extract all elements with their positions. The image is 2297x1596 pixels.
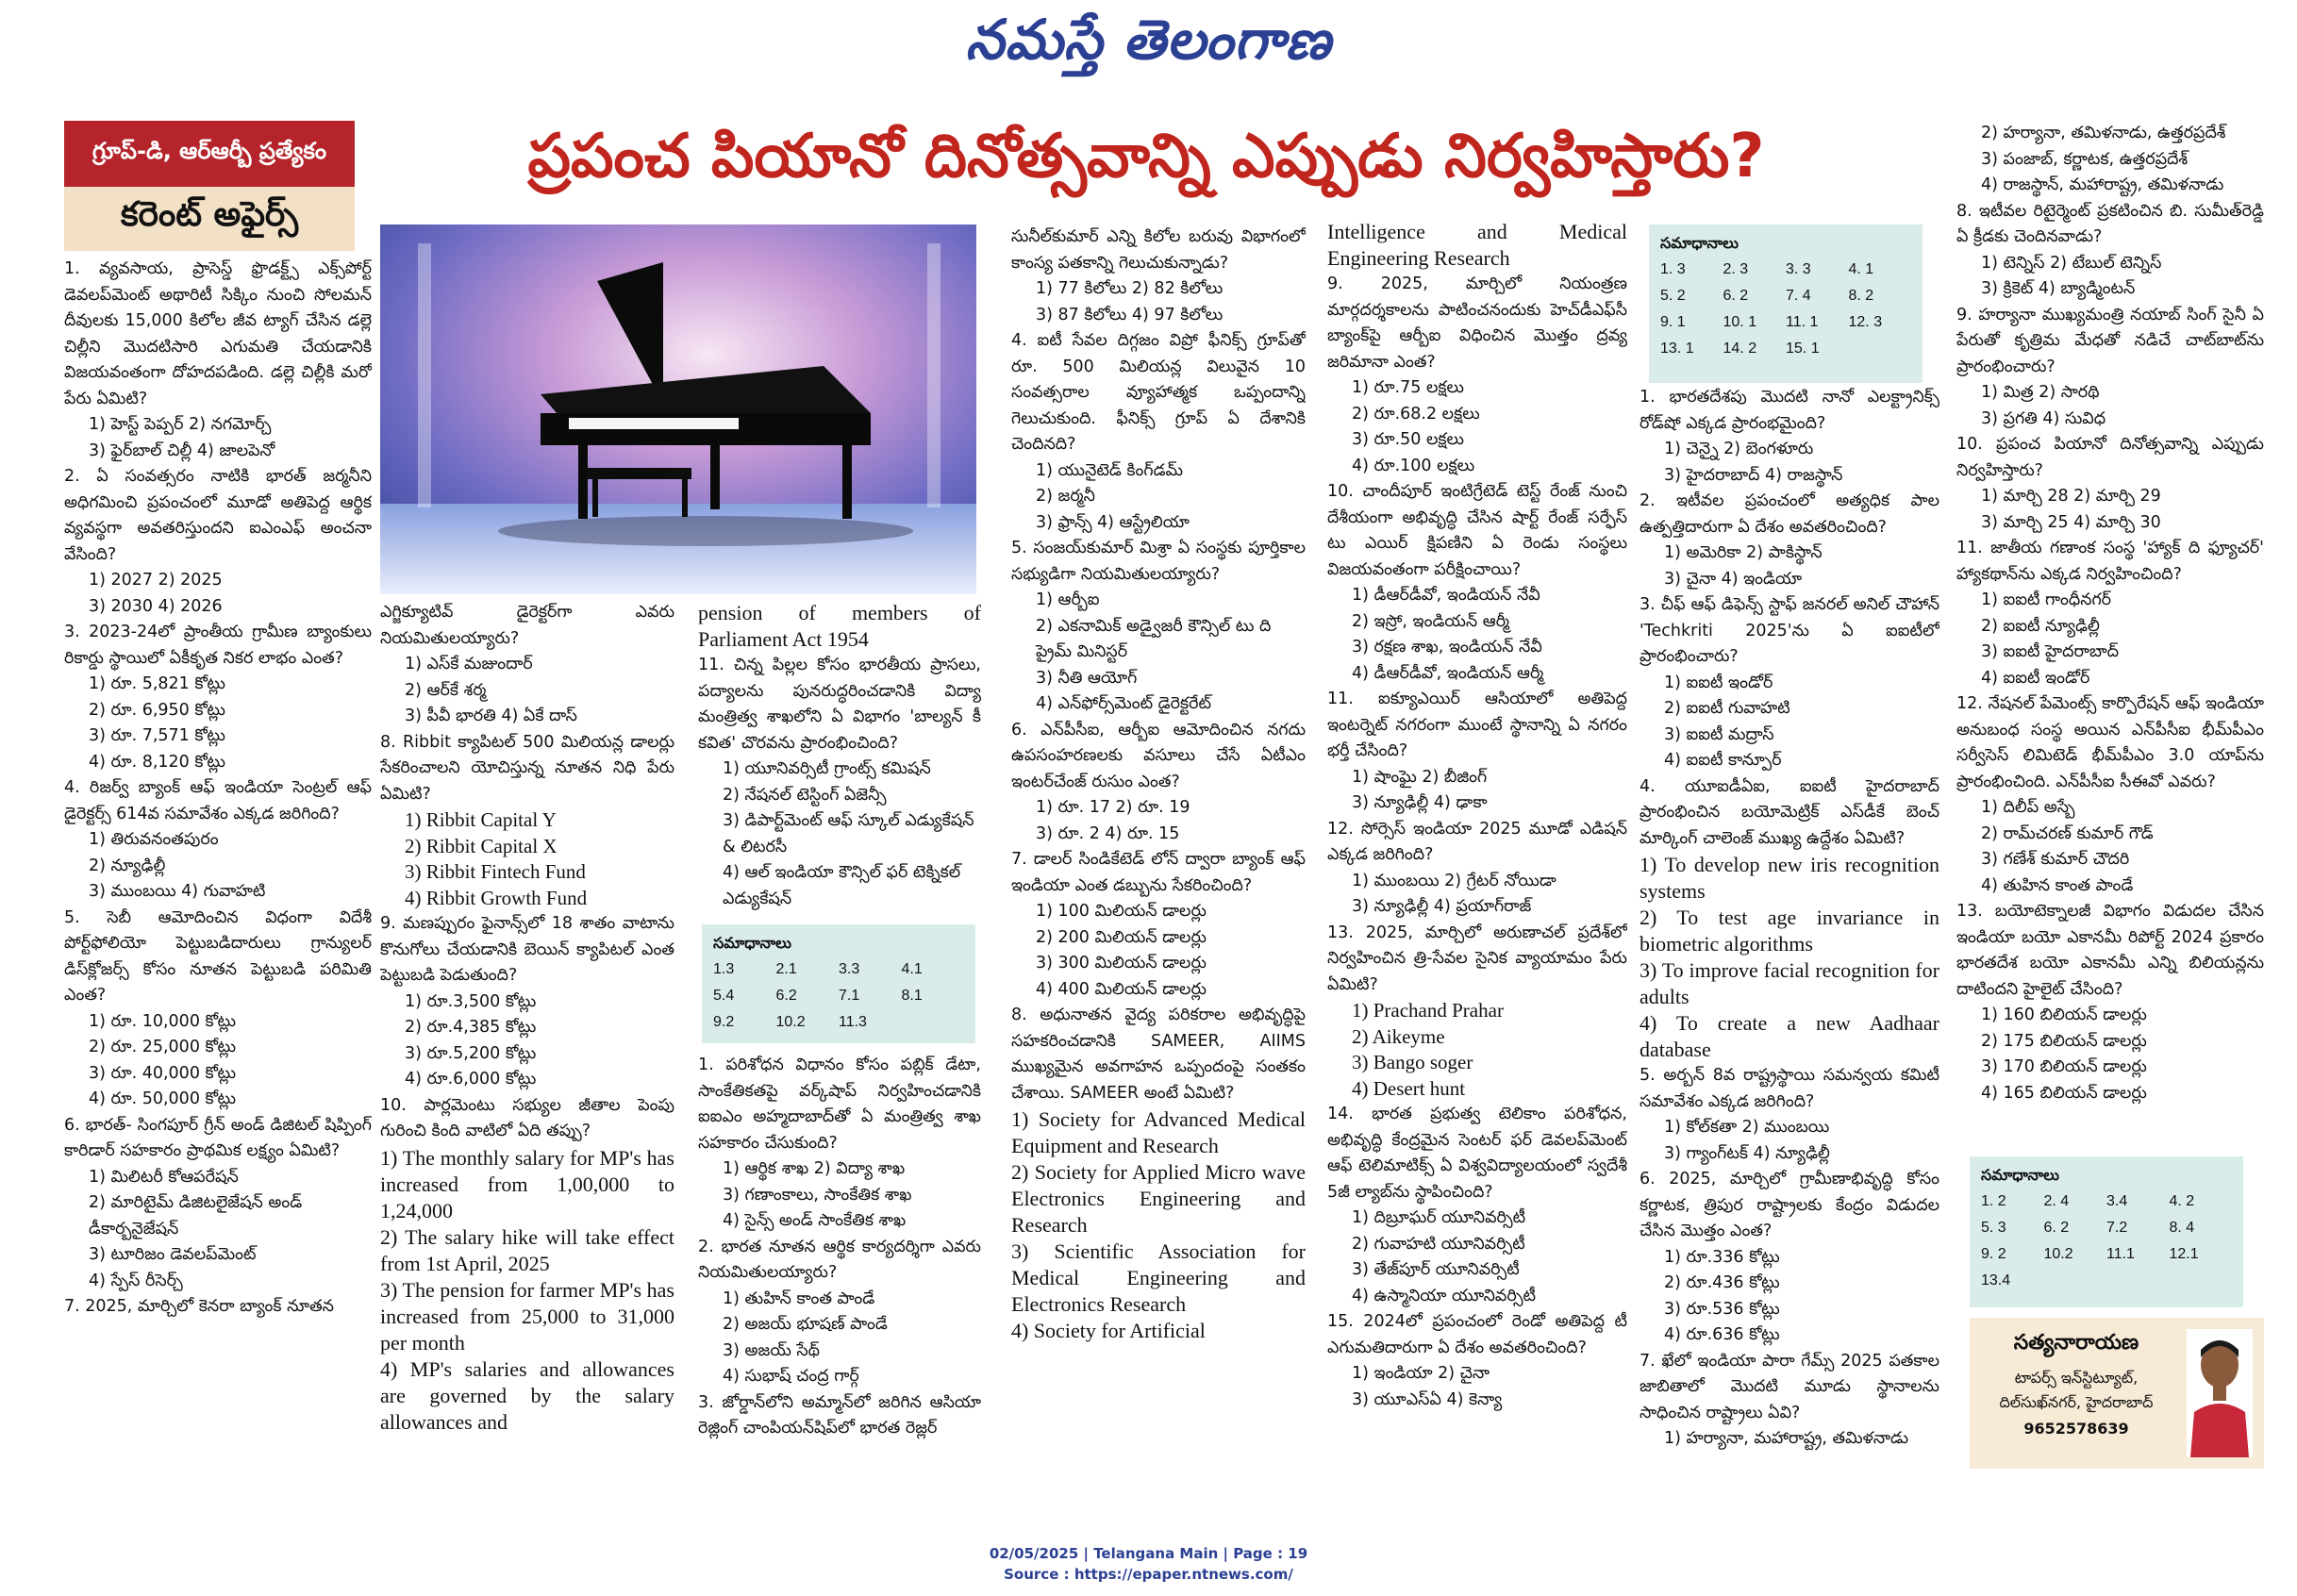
question-text: 11. చిన్న పిల్లల కోసం భారతీయ ప్రాసలు, పద్యాలను పునరుద్ధరించడానికి విద్యా మంత్రిత్వ శాఖలోని ఏ విభాగం 'బాల్యన్ కీ కవిత' చొరవను ప్రారంభించింది? xyxy=(698,656,981,753)
answer-key-item: 7.1 xyxy=(839,988,860,1004)
answer-key-item: 1.3 xyxy=(713,961,735,977)
answer-key-item: 9. 1 xyxy=(1660,314,1686,330)
answer-box-title: సమాధానాలు xyxy=(1660,234,1739,252)
answer-option: 4) ఉస్మానియా యూనివర్సిటీ xyxy=(1352,1286,1536,1305)
question-text: 6. ఎన్‌పీసీఐ, ఆర్బీఐ ఆమోదించిన నగదు ఉపసంహరణలకు వసూలు చేసే ఏటీఎం ఇంటర్‌చేంజ్ రుసుం ఎంత? xyxy=(1011,720,1306,791)
answer-option: 3) రూ. 7,571 కోట్లు xyxy=(89,726,225,745)
answer-box-title: సమాధానాలు xyxy=(713,934,791,952)
answer-key-item: 9.2 xyxy=(713,1014,735,1030)
answer-option: 1) రూ.3,500 కోట్లు xyxy=(405,991,537,1011)
question-text: 7. 2025, మార్చిలో కెనరా బ్యాంక్ నూతన xyxy=(64,1297,334,1316)
answer-option: 2) Aikeyme xyxy=(1352,1024,1445,1048)
answer-option: 2) ఎకనామిక్ అడ్వైజరీ కౌన్సిల్ టు ది ప్రైమ్ మినిస్టర్ xyxy=(1036,616,1272,661)
answer-option: 3) Scientific Association for Medical Engineering and Electronics Research xyxy=(1011,1239,1306,1316)
question-text: 4. యూఐడీఏఐ, ఐఐటీ హైదరాబాద్ ప్రారంభించిన బయోమెట్రిక్ ఎస్‌డీకే బెంచ్ మార్కింగ్ చాలెంజ్ ముఖ్య ఉద్దేశం ఏమిటి? xyxy=(1640,776,1939,848)
question-text: 10. పార్లమెంటు సభ్యుల జీతాల పెంపు గురించి కింది వాటిలో ఏది తప్పు? xyxy=(380,1095,674,1140)
answer-option: 1) ఇండియా 2) చైనా xyxy=(1352,1364,1490,1383)
question-text: 10. చాందీపూర్ ఇంటిగ్రేటెడ్ టెస్ట్ రేంజ్ నుంచి దేశీయంగా అభివృద్ధి చేసిన షార్ట్ రేంజ్ సర్ఫేస్ టు ఎయిర్ క్షిపణిని ఏ రెండు సంస్థలు విజయవంతంగా పరీక్షించాయి? xyxy=(1327,482,1627,579)
answer-key-item: 10.2 xyxy=(775,1014,806,1030)
question-text: 10. ప్రపంచ పియానో దినోత్సవాన్ని ఎప్పుడు నిర్వహిస్తారు? xyxy=(1956,435,2264,480)
question-text: 12. సోర్సెస్ ఇండియా 2025 మూడో ఎడిషన్ ఎక్కడ జరిగింది? xyxy=(1327,819,1627,864)
answer-option: 4) ఐఐటీ కాన్పూర్ xyxy=(1664,751,1782,770)
answer-option: 4) MP's salaries and allowances are governed by the salary allowances and xyxy=(380,1356,674,1434)
answer-key-item: 13. 1 xyxy=(1660,341,1694,357)
answer-option: 3) రూ.50 లక్షలు xyxy=(1352,430,1464,449)
question-text: 3. 2023-24లో ప్రాంతీయ గ్రామీణ బ్యాంకులు రికార్డు స్థాయిలో ఏకీకృత నికర లాభం ఎంత? xyxy=(64,623,372,668)
answer-option: 2) రూ. 25,000 కోట్లు xyxy=(89,1038,237,1056)
answer-key-item: 4. 2 xyxy=(2169,1193,2195,1209)
answer-option: 3) పంజాబ్, కర్ణాటక, ఉత్తరప్రదేశ్ xyxy=(1981,149,2189,169)
answer-option: 4) తుహిన కాంత పాండే xyxy=(1981,875,2134,895)
answer-key-item: 12. 3 xyxy=(1848,314,1883,330)
question-text: 7. ఖేలో ఇండియా పారా గేమ్స్ 2025 పతకాల జాబితాలో మొదటి మూడు స్థానాలను సాధించిన రాష్ట్రాలు ఏవి? xyxy=(1640,1351,1939,1422)
question-text: 1. భారతదేశపు మొదటి నానో ఎలక్ట్రానిక్స్ రోడ్‌షో ఎక్కడ ప్రారంభమైంది? xyxy=(1640,388,1939,433)
answer-option: 2) ఐఐటీ న్యూఢిల్లీ xyxy=(1981,616,2100,636)
answer-option: 4) To create a new Aadhaar database xyxy=(1640,1011,1939,1061)
question-text: 14. భారత ప్రభుత్వ టెలికాం పరిశోధన, అభివృద్ధి కేంద్రమైన సెంటర్ ఫర్ డెవలప్‌మెంట్ ఆఫ్ టెలిమాటిక్స్ ఏ విశ్వవిద్యాలయంలో స్వదేశీ 5జీ ల్యాబ్‌ను స్థాపించింది? xyxy=(1327,1105,1627,1202)
answer-key-item: 6. 2 xyxy=(2043,1220,2070,1236)
answer-option: 2) నేషనల్ టెస్టింగ్ ఏజెన్సీ xyxy=(723,785,887,805)
question-text: 8. Ribbit క్యాపిటల్ 500 మిలియన్ల డాలర్లు సేకరించాలని యోచిస్తున్న నూతన నిధి పేరు ఏమిటి? xyxy=(380,732,674,804)
answer-option: 4) రూ. 8,120 కోట్లు xyxy=(89,752,225,772)
answer-option: 4) రాజస్థాన్, మహారాష్ట్ర, తమిళనాడు xyxy=(1981,175,2224,194)
answer-option: 3) 2030 4) 2026 xyxy=(89,596,223,616)
answer-option: 3) రూ. 40,000 కోట్లు xyxy=(89,1063,237,1083)
column-4 xyxy=(1011,224,1306,1451)
question-text: 4. ఐటీ సేవల దిగ్గజం విప్రో ఫీనిక్స్ గ్రూప్‌తో రూ. 500 మిలియన్ల విలువైన 10 సంవత్సరాల వ్యూహాత్మక ఒప్పందాన్ని గెలుచుకుంది. ఫీనిక్స్ గ్రూప్ ఏ దేశానికి చెందినది? xyxy=(1011,331,1306,454)
answer-key-item: 4. 1 xyxy=(1848,261,1874,277)
section-tag: గ్రూప్-డి, ఆర్ఆర్బీ ప్రత్యేకం xyxy=(64,121,355,187)
answer-option: 1) To develop new iris recognition systems xyxy=(1640,853,1939,903)
answer-option: 3) చైనా 4) ఇండియా xyxy=(1664,569,1803,589)
answer-key-item: 13.4 xyxy=(1981,1272,2011,1288)
answer-option: 1) దిలీప్ అస్బే xyxy=(1981,798,2075,817)
question-text: 13. బయోటెక్నాలజీ విభాగం విడుదల చేసిన ఇండియా బయో ఎకానమీ రిపోర్ట్ 2024 ప్రకారం భారతదేశ బయో ఎకానమీ ఎన్ని బిలియన్లను దాటిందని హైలైట్ చేసింది? xyxy=(1956,902,2264,999)
answer-key-item: 8. 4 xyxy=(2169,1220,2195,1236)
answer-option: 1) 100 మిలియన్ డాలర్లు xyxy=(1036,902,1207,921)
question-text: 8. ఇటీవల రిటైర్మెంట్ ప్రకటించిన బి. సుమీత్‌రెడ్డి ఏ క్రీడకు చెందినవాడు? xyxy=(1956,201,2264,246)
masthead-logo: నమస్తే తెలంగాణ xyxy=(965,8,1332,72)
answer-option: 1) డీఆర్‌డీవో, ఇండియన్ నేవీ xyxy=(1352,586,1540,605)
answer-option: 1) ఎస్‌కే మజుందార్ xyxy=(405,655,533,673)
answer-key-item: 14. 2 xyxy=(1723,341,1757,357)
answer-option: 2) మారిటైమ్ డిజిటలైజేషన్ అండ్ డీకార్బనైజేషన్ xyxy=(89,1193,303,1239)
answer-key-item: 3.3 xyxy=(839,961,860,977)
answer-option: 3) నీతి ఆయోగ్ xyxy=(1036,668,1138,688)
answer-option: 1) రూ. 5,821 కోట్లు xyxy=(89,674,225,693)
answer-option: 2) ఇస్రో, ఇండియన్ ఆర్మీ xyxy=(1352,611,1509,631)
answer-option: 4) ఆల్ ఇండియా కౌన్సిల్ ఫర్ టెక్నికల్ ఎడ్యుకేషన్ xyxy=(723,863,961,908)
answer-option: 1) మిత్ర 2) సారథి xyxy=(1981,383,2100,402)
answer-option: 3) రూ.536 కోట్లు xyxy=(1664,1299,1780,1319)
answer-key-item: 11. 1 xyxy=(1786,314,1819,330)
answer-key-item: 8.1 xyxy=(901,988,923,1004)
question-text: సునీల్‌కుమార్ ఎన్ని కిలోల బరువు విభాగంలో కాంస్య పతకాన్ని గెలుచుకున్నాడు? xyxy=(1011,227,1306,273)
answer-option: 4) రూ.636 కోట్లు xyxy=(1664,1325,1780,1344)
question-text: 2. ఇటీవల ప్రపంచంలో అత్యధిక పాల ఉత్పత్తిదారుగా ఏ దేశం అవతరించింది? xyxy=(1640,491,1939,537)
answer-option: 1) The monthly salary for MP's has increased from 1,00,000 to 1,24,000 xyxy=(380,1145,674,1222)
answer-option: Intelligence and Medical Engineering Research xyxy=(1327,220,1627,270)
column-3 xyxy=(698,600,981,917)
question-text: 1. వ్యవసాయ, ప్రాసెస్డ్ ఫ్రొడక్ట్స్ ఎక్స్‌పోర్ట్ డెవలప్‌మెంట్ అథారిటీ సిక్కిం నుంచి సోలమన్ దీవులకు 15,000 కిలోల జీవ ట్యాగ్ చేసిన డల్లె చిల్లీని మొదటిసారి ఎగుమతి చేయడానికి విజయవంతంగా దోహదపడింది. డల్లె చిల్లీకి మరో పేరు ఏమిటి? xyxy=(64,259,372,408)
answer-option: 3) టూరిజం డెవలప్‌మెంట్ xyxy=(89,1245,257,1264)
answer-option: 4) Desert hunt xyxy=(1352,1076,1466,1100)
answer-option: 2) Ribbit Capital X xyxy=(405,834,558,857)
answer-option: 2) న్యూఢిల్లీ xyxy=(89,856,166,875)
answer-option: 2) ఆర్‌కే శర్మ xyxy=(405,680,487,700)
answer-option: 1) ముంబయి 2) గ్రేటర్ నోయిడా xyxy=(1352,871,1556,890)
answer-grid xyxy=(1660,261,1911,357)
question-text: 3. జోర్డాన్‌లోని అమ్మాన్‌లో జరిగిన ఆసియా రెజ్లింగ్ చాంపియన్‌షిప్‌లో భారత రెజ్లర్ xyxy=(698,1392,981,1438)
answer-option: 1) హర్యానా, మహారాష్ట్ర, తమిళనాడు xyxy=(1664,1429,1909,1448)
answer-key-item: 10.2 xyxy=(2043,1246,2073,1262)
answer-option: 3) ఐఐటీ హైదరాబాద్ xyxy=(1981,642,2119,661)
answer-option: 3) మార్చి 25 4) మార్చి 30 xyxy=(1981,512,2161,532)
answer-option: 4) డీఆర్‌డీవో, ఇండియన్ ఆర్మీ xyxy=(1352,663,1544,683)
answer-option: 4) 400 మిలియన్ డాలర్లు xyxy=(1036,979,1207,999)
answer-key-item: 2. 3 xyxy=(1723,261,1749,277)
answer-option: 1) 77 కిలోలు 2) 82 కిలోలు xyxy=(1036,279,1223,298)
question-text: 2. ఏ సంవత్సరం నాటికి భారత్ జర్మనీని అధిగమించి ప్రపంచంలో మూడో అతిపెద్ద ఆర్థిక వ్యవస్థగా అవతరిస్తుందని ఐఎంఎఫ్ అంచనా వేసింది? xyxy=(64,467,372,564)
answer-key-item: 5. 3 xyxy=(1981,1220,2006,1236)
answer-option: 1) ఐఐటీ గాంధీనగర్ xyxy=(1981,590,2112,609)
question-text: 11. జాతీయ గణాంక సంస్థ 'హ్యాక్ ది ఫ్యూచర్' హ్యాకథాన్‌ను ఎక్కడ నిర్వహించింది? xyxy=(1956,539,2264,584)
column-7 xyxy=(1956,121,2264,1155)
question-text: 3. చీఫ్ ఆఫ్ డిఫెన్స్ స్టాఫ్ జనరల్ అనిల్ చౌహాన్ 'Techkriti 2025'ను ఏ ఐఐటీలో ప్రారంభించారు? xyxy=(1640,595,1939,666)
answer-option: 1) మిలిటరీ కోఆపరేషన్ xyxy=(89,1167,239,1187)
answer-key-item: 1. 2 xyxy=(1981,1193,2006,1209)
answer-option: 3) ఫైర్‌బాల్ చిల్లీ 4) జాలపెనో xyxy=(89,441,275,460)
answer-option: 3) 87 కిలోలు 4) 97 కిలోలు xyxy=(1036,305,1223,324)
answer-option: 3) గ్యాంగ్‌టక్ 4) న్యూఢిల్లీ xyxy=(1664,1143,1830,1163)
answer-option: 3) ఐఐటీ మద్రాస్ xyxy=(1664,724,1774,744)
question-text: 5. అర్బన్ 8వ రాష్ట్రస్థాయి సమన్వయ కమిటీ సమావేశం ఎక్కడ జరిగింది? xyxy=(1640,1066,1939,1111)
page-footer xyxy=(0,1545,2297,1587)
answer-option: 2) ఐఐటీ గువాహటి xyxy=(1664,699,1790,718)
answer-box-1 xyxy=(702,924,975,1043)
answer-option: 2) 200 మిలియన్ డాలర్లు xyxy=(1036,927,1207,947)
answer-key-item: 2.1 xyxy=(775,961,797,977)
author-phone: 9652578639 xyxy=(2023,1420,2129,1438)
answer-option: 3) To improve facial recognition for adults xyxy=(1640,958,1939,1008)
question-text: 2. భారత నూతన ఆర్థిక కార్యదర్శిగా ఎవరు నియమితులయ్యారు? xyxy=(698,1237,981,1282)
answer-grid xyxy=(1981,1193,2232,1289)
answer-option: 1) కోల్‌కతా 2) ముంబయి xyxy=(1664,1118,1830,1137)
answer-option: 3) ముంబయి 4) గువాహటి xyxy=(89,882,266,901)
answer-option: 3) గణాంకాలు, సాంకేతిక శాఖ xyxy=(723,1185,912,1205)
answer-grid xyxy=(713,961,964,1031)
answer-key-item: 11.1 xyxy=(2106,1246,2135,1262)
answer-option: 2) అజయ్ భూషణ్ పాండే xyxy=(723,1315,888,1334)
answer-key-item: 6. 2 xyxy=(1723,288,1749,304)
answer-key-item: 3. 3 xyxy=(1786,261,1811,277)
answer-option: 2) జర్మనీ xyxy=(1036,487,1095,506)
author-location: దిల్‌సుఖ్‌నగర్, హైదరాబాద్ xyxy=(1999,1393,2154,1411)
answer-option: 1) షాంఘై 2) బీజింగ్ xyxy=(1352,767,1488,787)
answer-option: 3) డిపార్ట్‌మెంట్ ఆఫ్ స్కూల్ ఎడ్యుకేషన్ & లిటరసీ xyxy=(723,811,974,856)
answer-box-3 xyxy=(1970,1156,2243,1307)
answer-option: 4) ఎన్‌ఫోర్స్‌మెంట్ డైరెక్టరేట్ xyxy=(1036,694,1212,713)
answer-option: 3) గణేశ్ కుమార్ చౌదరి xyxy=(1981,850,2130,869)
answer-key-item: 12.1 xyxy=(2169,1246,2199,1262)
answer-option: 3) తేజ్‌పూర్ యూనివర్సిటీ xyxy=(1352,1260,1520,1279)
answer-option: 3) Ribbit Fintech Fund xyxy=(405,860,586,883)
question-text: 4. రిజర్వ్ బ్యాంక్ ఆఫ్ ఇండియా సెంట్రల్ ఆఫ్ డైరెక్టర్స్ 614వ సమావేశం ఎక్కడ జరిగింది? xyxy=(64,778,372,823)
answer-option: 4) Ribbit Growth Fund xyxy=(405,886,588,909)
answer-option: 1) Society for Advanced Medical Equipment and Research xyxy=(1011,1107,1306,1157)
answer-option: 3) 300 మిలియన్ డాలర్లు xyxy=(1036,954,1207,973)
answer-option: 1) రూ.75 లక్షలు xyxy=(1352,378,1464,397)
answer-option: 1) రూ.336 కోట్లు xyxy=(1664,1247,1780,1267)
answer-option: 1) ఐఐటీ ఇండోర్ xyxy=(1664,673,1773,692)
answer-key-item: 5.4 xyxy=(713,988,735,1004)
answer-option: 1) ఆర్థిక శాఖ 2) విద్యా శాఖ xyxy=(723,1159,906,1178)
answer-option: 1) యునైటెడ్ కింగ్‌డమ్ xyxy=(1036,460,1184,480)
answer-option: 2) రూ. 6,950 కోట్లు xyxy=(89,700,225,720)
answer-key-item: 15. 1 xyxy=(1786,341,1820,357)
answer-key-item: 4.1 xyxy=(901,961,923,977)
question-text: 6. భారత్- సింగపూర్ గ్రీన్ అండ్ డిజిటల్ షిప్పింగ్ కారిడార్ సహకారం ప్రాథమిక లక్ష్యం ఏమిటి? xyxy=(64,1115,372,1160)
column-5 xyxy=(1327,219,1627,1455)
question-text: 5. సెబీ ఆమోదించిన విధంగా విదేశీ పోర్ట్‌ఫోలియో పెట్టుబడిదారులు గ్రాన్యులర్ డిస్‌క్లోజర్స్ కోసం నూతన పెట్టుబడి పరిమితి ఎంత? xyxy=(64,907,372,1005)
answer-option: 1) ఆర్బీఐ xyxy=(1036,590,1100,609)
answer-option: 4) సైన్స్ అండ్ సాంకేతిక శాఖ xyxy=(723,1211,907,1230)
answer-option: 1) రూ. 10,000 కోట్లు xyxy=(89,1011,237,1031)
answer-option: 2) The salary hike will take effect from 1st April, 2025 xyxy=(380,1224,674,1275)
question-text: 13. 2025, మార్చిలో అరుణాచల్ ప్రదేశ్‌లో నిర్వహించిన త్రి-సేవల సైనిక వ్యాయామం పేరు ఏమిటి? xyxy=(1327,923,1627,994)
answer-option: 2) రూ.436 కోట్లు xyxy=(1664,1273,1780,1292)
answer-key-item: 9. 2 xyxy=(1981,1246,2006,1262)
question-text: 12. నేషనల్ పేమెంట్స్ కార్పొరేషన్ ఆఫ్ ఇండియా అనుబంధ సంస్థ అయిన ఎన్‌పీసీఐ భీమ్‌పీఎం సర్వీసెస్ లిమిటెడ్ భీమ్‌పీఎం 3.0 యాప్‌ను ప్రారంభించింది. ఎన్‌పీసీఐ సీఈవో ఎవరు? xyxy=(1956,694,2264,791)
answer-option: 3) ఫ్రాన్స్ 4) ఆస్ట్రేలియా xyxy=(1036,512,1190,532)
question-text: 9. హర్యానా ముఖ్యమంత్రి నయాబ్ సింగ్ సైనీ ఏ పేరుతో కృత్రిమ మేధతో నడిచే చాట్‌బాట్‌ను ప్రారంభించారు? xyxy=(1956,305,2264,376)
author-box xyxy=(1970,1318,2264,1469)
answer-key-item: 7. 4 xyxy=(1786,288,1811,304)
answer-option: 4) రూ.100 లక్షలు xyxy=(1352,456,1475,475)
page-headline: ప్రపంచ పియానో దినోత్సవాన్ని ఎప్పుడు నిర్వహిస్తారు? xyxy=(527,121,1765,191)
column-1 xyxy=(64,257,372,1447)
answer-option: 2) హర్యానా, తమిళనాడు, ఉత్తరప్రదేశ్ xyxy=(1981,124,2226,142)
answer-option: 1) దిబ్రూఘర్ యూనివర్సిటీ xyxy=(1352,1208,1526,1227)
footer-edition-info: 02/05/2025 | Telangana Main | Page : 19 xyxy=(989,1545,1308,1562)
answer-option: 1) తిరువనంతపురం xyxy=(89,830,219,849)
answer-option: 4) స్పేస్ రీసెర్చ్ xyxy=(89,1271,183,1290)
piano-photo xyxy=(380,224,976,594)
answer-option: 1) Ribbit Capital Y xyxy=(405,808,557,831)
answer-key-item: 10. 1 xyxy=(1723,314,1757,330)
answer-option: 1) అమెరికా 2) పాకిస్థాన్ xyxy=(1664,543,1823,562)
answer-option: 4) Society for Artificial xyxy=(1011,1319,1206,1342)
answer-option: 2) 175 బిలియన్ డాలర్లు xyxy=(1981,1031,2147,1051)
answer-option: 3) యూఎస్ఏ 4) కెన్యా xyxy=(1352,1389,1503,1409)
answer-option: 2) To test age invariance in biometric algorithms xyxy=(1640,906,1939,956)
question-text: 1. పరిశోధన విధానం కోసం పబ్లిక్ డేటా, సాంకేతికతపై వర్క్‌షాప్ నిర్వహించడానికి ఐఐఎం అహ్మదాబాద్‌తో ఏ మంత్రిత్వ శాఖ సహకారం చేసుకుంది? xyxy=(698,1056,981,1153)
answer-option: 3) క్రికెట్ 4) బ్యాడ్మింటన్ xyxy=(1981,279,2136,298)
answer-option: 1) టెన్నిస్ 2) టేబుల్ టెన్నిస్ xyxy=(1981,253,2162,273)
answer-option: 2) గువాహటి యూనివర్సిటీ xyxy=(1352,1234,1525,1254)
answer-option: 1) హెస్ట్ పెప్పర్ 2) నగమోర్చ్ xyxy=(89,415,272,434)
column-6 xyxy=(1640,385,1939,1453)
answer-option: 3) న్యూఢిల్లీ 4) ఢాకా xyxy=(1352,793,1488,812)
answer-option: 4) 165 బిలియన్ డాలర్లు xyxy=(1981,1083,2147,1103)
answer-option: 1) 160 బిలియన్ డాలర్లు xyxy=(1981,1006,2147,1024)
answer-option: 2) Society for Applied Micro wave Electronics Engineering and Research xyxy=(1011,1160,1306,1237)
question-text: 7. డాలర్ సిండికేటెడ్ లోన్ ద్వారా బ్యాంక్ ఆఫ్ ఇండియా ఎంత డబ్బును సేకరించింది? xyxy=(1011,850,1306,895)
answer-option: 1) యూనివర్సిటీ గ్రాంట్స్ కమిషన్ xyxy=(723,759,931,778)
author-institute: టాపర్స్ ఇన్‌స్టిట్యూట్, xyxy=(2014,1369,2139,1387)
answer-option: 4) ఐఐటీ ఇండోర్ xyxy=(1981,668,2090,688)
answer-option: 3) న్యూఢిల్లీ 4) ప్రయాగ్‌రాజ్ xyxy=(1352,897,1532,916)
answer-key-item: 7.2 xyxy=(2106,1220,2128,1236)
answer-option: 4) సుభాష్ చంద్ర గార్గ్ xyxy=(723,1367,859,1386)
section-title: కరెంట్ అఫైర్స్ xyxy=(64,187,355,251)
answer-key-item: 8. 2 xyxy=(1848,288,1874,304)
answer-key-item: 11.3 xyxy=(839,1014,867,1030)
column-3-lower xyxy=(698,1053,981,1445)
answer-option: 1) చెన్నై 2) బెంగళూరు xyxy=(1664,440,1814,458)
answer-option: 3) The pension for farmer MP's has increased from 25,000 to 31,000 per month xyxy=(380,1277,674,1355)
answer-box-2 xyxy=(1649,224,1922,383)
answer-option: 4) రూ.6,000 కోట్లు xyxy=(405,1070,537,1089)
answer-key-item: 5. 2 xyxy=(1660,288,1686,304)
answer-box-title: సమాధానాలు xyxy=(1981,1166,2059,1184)
answer-option: 2) రూ.68.2 లక్షలు xyxy=(1352,404,1480,424)
answer-option: 3) రక్షణ శాఖ, ఇండియన్ నేవీ xyxy=(1352,638,1542,657)
answer-key-item: 3.4 xyxy=(2106,1193,2128,1209)
answer-option: 1) తుహిన్ కాంత పాండే xyxy=(723,1288,875,1308)
answer-option: 3) 170 బిలియన్ డాలర్లు xyxy=(1981,1057,2147,1076)
question-text: ఎగ్జిక్యూటివ్ డైరెక్టర్‌గా ఎవరు నియమితులయ్యారు? xyxy=(380,603,674,648)
answer-key-item: 2. 4 xyxy=(2043,1193,2070,1209)
answer-option: 2) రామ్‌చరణ్ కుమార్ గౌడ్ xyxy=(1981,823,2154,843)
answer-option: 2) రూ.4,385 కోట్లు xyxy=(405,1018,537,1037)
answer-option: 3) హైదరాబాద్ 4) రాజస్థాన్ xyxy=(1664,465,1843,485)
answer-option: 3) రూ. 2 4) రూ. 15 xyxy=(1036,823,1180,843)
answer-option: 4) రూ. 50,000 కోట్లు xyxy=(89,1089,237,1108)
answer-option: 3) పీవీ భారతి 4) ఏకే దాస్ xyxy=(405,707,577,725)
answer-option: 1) Prachand Prahar xyxy=(1352,999,1504,1022)
answer-key-item: 1. 3 xyxy=(1660,261,1686,277)
question-text: 11. ఐక్యూఎయిర్ ఆసియాలో అతిపెద్ద ఇంటర్నెట్ నగరంగా ముంటే స్థానాన్ని ఏ నగరం భర్తీ చేసింది? xyxy=(1327,690,1627,760)
answer-option: 1) 2027 2) 2025 xyxy=(89,571,223,590)
answer-option: 3) అజయ్ సేథ్ xyxy=(723,1340,821,1360)
answer-option: 1) రూ. 17 2) రూ. 19 xyxy=(1036,798,1190,817)
answer-option: 3) ప్రగతి 4) సువిధ xyxy=(1981,408,2106,428)
question-text: 9. మణప్పురం ఫైనాన్స్‌లో 18 శాతం వాటాను కొనుగోలు చేయడానికి బెయిన్ క్యాపిటల్ ఎంత పెట్టుబడి పెడుతుంది? xyxy=(380,914,674,985)
question-text: 9. 2025, మార్చిలో నియంత్రణ మార్గదర్శకాలను పాటించనందుకు హెచ్‌డీఎఫ్‌సీ బ్యాంక్‌పై ఆర్బీఐ విధించిన మొత్తం ద్రవ్య జరిమానా ఎంత? xyxy=(1327,274,1627,372)
answer-option: 3) రూ.5,200 కోట్లు xyxy=(405,1043,537,1063)
answer-option: 1) మార్చి 28 2) మార్చి 29 xyxy=(1981,487,2161,506)
question-text: 6. 2025, మార్చిలో గ్రామీణాభివృద్ధి కోసం కర్ణాటక, త్రిపుర రాష్ట్రాలకు కేంద్రం విడుదల చేసిన మొత్తం ఎంత? xyxy=(1640,1170,1939,1240)
question-text: 5. సంజయ్‌కుమార్ మిశ్రా ఏ సంస్థకు పూర్తికాల సభ్యుడిగా నియమితులయ్యారు? xyxy=(1011,539,1306,584)
question-text: 8. అధునాతన వైద్య పరికరాల అభివృద్ధిపై సహకరించడానికి SAMEER, AIIMS ముఖ్యమైన అవగాహన ఒప్పందంపై సంతకం చేశాయి. SAMEER అంటే ఏమిటి? xyxy=(1011,1006,1306,1103)
author-name: సత్యనారాయణ xyxy=(2013,1331,2139,1355)
footer-source: Source : https://epaper.ntnews.com/ xyxy=(1004,1566,1293,1583)
answer-key-item: 6.2 xyxy=(775,988,797,1004)
author-photo xyxy=(2187,1329,2253,1457)
column-2 xyxy=(380,600,674,1445)
answer-option: 3) Bango soger xyxy=(1352,1051,1473,1073)
answer-option: pension of members of Parliament Act 1954 xyxy=(698,601,981,651)
question-text: 15. 2024లో ప్రపంచంలో రెండో అతిపెద్ద టీ ఎగుమతిదారుగా ఏ దేశం అవతరించింది? xyxy=(1327,1312,1627,1357)
